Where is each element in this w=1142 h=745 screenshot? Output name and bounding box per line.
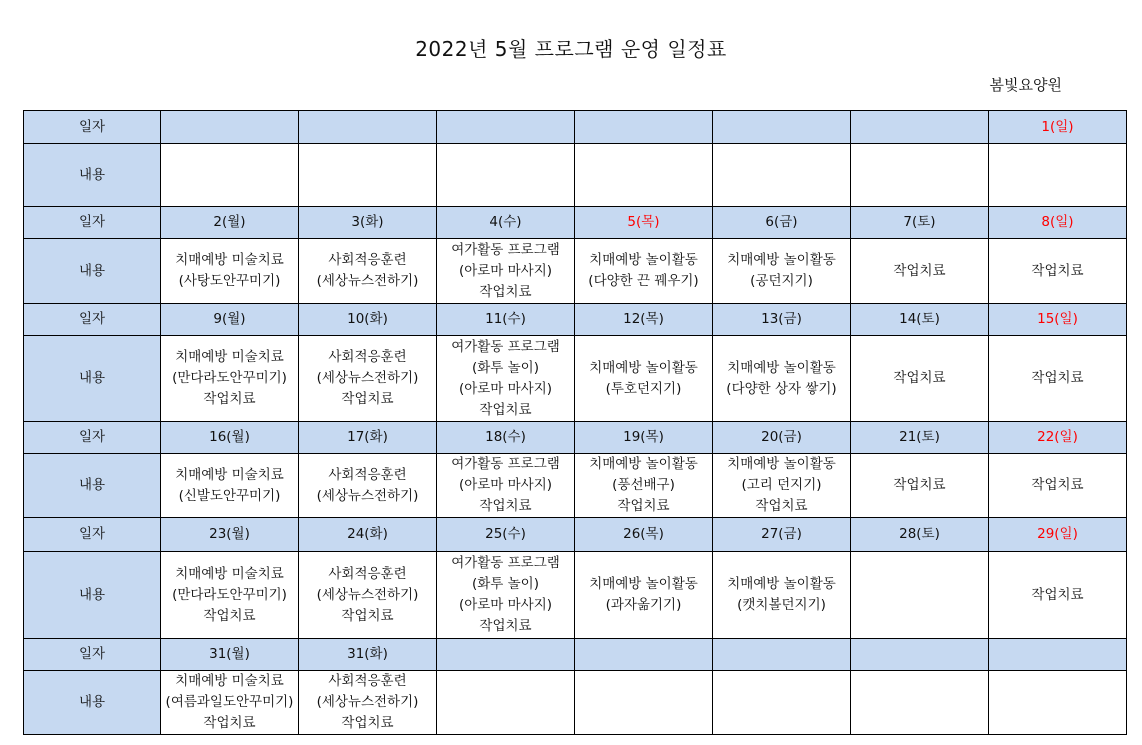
program-line: 작업치료 <box>1031 477 1084 493</box>
program-line: (사탕도안꾸미기) <box>178 273 281 289</box>
program-line: 작업치료 <box>341 607 394 624</box>
program-line: 치매예방 놀이활동 <box>589 456 698 472</box>
page-title: 2022년 5월 프로그램 운영 일정표 <box>415 37 727 61</box>
content-row <box>24 671 1127 735</box>
date-cell <box>437 111 575 144</box>
program-cell <box>437 336 575 422</box>
program-line: (다양한 끈 꿰우기) <box>588 273 699 289</box>
date-label-cell: 일자 <box>24 207 161 239</box>
program-line: (세상뉴스전하기) <box>316 370 419 386</box>
date-cell: 24(화) <box>299 518 437 552</box>
program-line: 작업치료 <box>617 498 670 514</box>
program-line: 사회적응훈련 <box>328 466 407 483</box>
program-line: (세상뉴스전하기) <box>316 694 419 710</box>
program-line: (아로마 마사지) <box>458 262 553 279</box>
schedule-table <box>23 110 1127 735</box>
program-line: 작업치료 <box>893 370 946 386</box>
program-line: 치매예방 미술치료 <box>175 349 284 365</box>
date-cell <box>575 639 713 671</box>
program-line: 작업치료 <box>479 498 532 514</box>
date-cell <box>989 639 1127 671</box>
program-line: 작업치료 <box>893 262 946 279</box>
date-cell: 22(일) <box>989 422 1127 454</box>
program-line: 사회적응훈련 <box>328 349 407 365</box>
program-line: 치매예방 놀이활동 <box>727 359 836 376</box>
program-cell <box>161 671 299 735</box>
date-cell: 6(금) <box>713 207 851 239</box>
program-line: 작업치료 <box>203 715 256 731</box>
program-line: 치매예방 놀이활동 <box>727 576 836 592</box>
program-line: (세상뉴스전하기) <box>316 586 419 603</box>
date-cell: 12(목) <box>575 304 713 336</box>
program-cell <box>851 671 989 735</box>
program-cell <box>575 239 713 304</box>
date-cell: 27(금) <box>713 518 851 552</box>
program-line: 치매예방 놀이활동 <box>727 456 836 472</box>
program-cell <box>299 239 437 304</box>
program-cell <box>713 144 851 207</box>
program-line: (세상뉴스전하기) <box>316 487 419 504</box>
date-cell: 17(화) <box>299 422 437 454</box>
program-line: 작업치료 <box>203 391 256 407</box>
program-line: 작업치료 <box>1031 370 1084 386</box>
program-line: 여가활동 프로그램 <box>451 456 560 472</box>
program-cell <box>713 454 851 518</box>
program-line: (여름과일도안꾸미기) <box>165 694 294 710</box>
date-cell: 31(월) <box>161 639 299 671</box>
program-cell <box>851 454 989 518</box>
program-line: (투호던지기) <box>605 380 682 397</box>
date-cell <box>851 639 989 671</box>
program-cell <box>575 671 713 735</box>
program-cell <box>437 454 575 518</box>
program-line: 치매예방 미술치료 <box>175 673 284 689</box>
content-row <box>24 336 1127 422</box>
program-line: 치매예방 놀이활동 <box>589 576 698 592</box>
date-cell: 13(금) <box>713 304 851 336</box>
program-line: 작업치료 <box>341 715 394 731</box>
date-cell: 3(화) <box>299 207 437 239</box>
program-cell <box>299 552 437 639</box>
program-cell <box>299 336 437 422</box>
program-line: (신발도안꾸미기) <box>178 487 281 504</box>
program-cell <box>299 144 437 207</box>
program-line: 사회적응훈련 <box>328 673 407 689</box>
date-row <box>24 111 1127 144</box>
program-cell <box>989 552 1127 639</box>
program-line: 여가활동 프로그램 <box>451 338 560 355</box>
content-row <box>24 552 1127 639</box>
program-cell <box>575 454 713 518</box>
date-label-cell: 일자 <box>24 304 161 336</box>
program-cell <box>437 239 575 304</box>
program-line: (아로마 마사지) <box>458 597 553 613</box>
date-cell: 16(월) <box>161 422 299 454</box>
program-line: 작업치료 <box>479 283 532 300</box>
program-line: 작업치료 <box>755 498 808 514</box>
content-label-cell: 내용 <box>24 552 161 639</box>
date-cell: 23(월) <box>161 518 299 552</box>
content-label-cell: 내용 <box>24 671 161 735</box>
content-row <box>24 144 1127 207</box>
date-cell <box>299 111 437 144</box>
program-cell <box>299 671 437 735</box>
date-label-cell: 일자 <box>24 422 161 454</box>
program-cell <box>713 552 851 639</box>
date-label-cell: 일자 <box>24 639 161 671</box>
program-cell <box>851 144 989 207</box>
program-cell <box>989 671 1127 735</box>
program-line: 치매예방 미술치료 <box>175 466 284 483</box>
program-line: (화투 놀이) <box>472 576 539 592</box>
program-cell <box>161 336 299 422</box>
organization-name: 봄빛요양원 <box>989 76 1062 94</box>
date-label-cell: 일자 <box>24 111 161 144</box>
date-cell <box>437 639 575 671</box>
date-cell <box>713 111 851 144</box>
program-line: (아로마 마사지) <box>458 380 553 397</box>
program-cell <box>161 239 299 304</box>
program-line: 작업치료 <box>203 607 256 624</box>
date-cell: 29(일) <box>989 518 1127 552</box>
program-cell <box>989 239 1127 304</box>
program-line: 사회적응훈련 <box>328 252 407 268</box>
date-cell: 18(수) <box>437 422 575 454</box>
date-row <box>24 422 1127 454</box>
date-cell: 21(토) <box>851 422 989 454</box>
date-cell <box>575 111 713 144</box>
program-line: 치매예방 놀이활동 <box>589 252 698 268</box>
program-cell <box>713 671 851 735</box>
program-cell <box>989 454 1127 518</box>
program-line: (고리 던지기) <box>741 477 822 493</box>
program-cell <box>989 144 1127 207</box>
program-line: (과자옮기기) <box>605 597 682 613</box>
date-row <box>24 639 1127 671</box>
content-row <box>24 454 1127 518</box>
program-line: (캣치볼던지기) <box>737 597 826 613</box>
program-line: 여가활동 프로그램 <box>451 241 560 258</box>
program-line: (만다라도안꾸미기) <box>172 586 287 603</box>
date-cell <box>851 111 989 144</box>
program-cell <box>851 552 989 639</box>
program-line: 작업치료 <box>893 477 946 493</box>
date-cell: 8(일) <box>989 207 1127 239</box>
program-cell <box>989 336 1127 422</box>
date-row <box>24 207 1127 239</box>
date-cell: 4(수) <box>437 207 575 239</box>
program-line: 작업치료 <box>1031 262 1084 279</box>
date-cell: 25(수) <box>437 518 575 552</box>
date-cell: 31(화) <box>299 639 437 671</box>
date-cell <box>161 111 299 144</box>
date-cell: 1(일) <box>989 111 1127 144</box>
program-cell <box>851 239 989 304</box>
content-label-cell: 내용 <box>24 144 161 207</box>
program-cell <box>437 144 575 207</box>
program-cell <box>437 552 575 639</box>
program-line: 작업치료 <box>341 391 394 407</box>
program-cell <box>713 239 851 304</box>
date-cell: 15(일) <box>989 304 1127 336</box>
content-row <box>24 239 1127 304</box>
program-cell <box>299 454 437 518</box>
program-cell <box>713 336 851 422</box>
program-line: (풍선배구) <box>612 477 675 493</box>
program-cell <box>575 336 713 422</box>
date-label-cell: 일자 <box>24 518 161 552</box>
date-cell: 5(목) <box>575 207 713 239</box>
date-row <box>24 304 1127 336</box>
program-cell <box>161 144 299 207</box>
program-line: 사회적응훈련 <box>328 565 407 582</box>
program-cell <box>437 671 575 735</box>
date-cell: 19(목) <box>575 422 713 454</box>
date-cell: 9(월) <box>161 304 299 336</box>
date-cell: 7(토) <box>851 207 989 239</box>
program-line: (아로마 마사지) <box>458 477 553 493</box>
date-cell: 26(목) <box>575 518 713 552</box>
program-line: 작업치료 <box>479 618 532 634</box>
program-cell <box>161 552 299 639</box>
content-label-cell: 내용 <box>24 239 161 304</box>
program-line: 치매예방 미술치료 <box>175 565 284 582</box>
content-label-cell: 내용 <box>24 336 161 422</box>
date-cell: 2(월) <box>161 207 299 239</box>
program-cell <box>161 454 299 518</box>
program-line: 작업치료 <box>1031 586 1084 603</box>
date-cell: 14(토) <box>851 304 989 336</box>
date-cell <box>713 639 851 671</box>
program-cell <box>575 144 713 207</box>
date-row <box>24 518 1127 552</box>
date-cell: 11(수) <box>437 304 575 336</box>
program-line: (만다라도안꾸미기) <box>172 370 287 386</box>
program-line: (세상뉴스전하기) <box>316 273 419 289</box>
program-line: 치매예방 놀이활동 <box>589 359 698 376</box>
program-line: (화투 놀이) <box>472 359 539 376</box>
date-cell: 10(화) <box>299 304 437 336</box>
program-cell <box>851 336 989 422</box>
program-line: 치매예방 미술치료 <box>175 252 284 268</box>
date-cell: 20(금) <box>713 422 851 454</box>
program-line: 작업치료 <box>479 401 532 418</box>
program-line: (공던지기) <box>750 273 813 289</box>
program-line: (다양한 상자 쌓기) <box>726 380 837 397</box>
program-cell <box>575 552 713 639</box>
date-cell: 28(토) <box>851 518 989 552</box>
program-line: 치매예방 놀이활동 <box>727 252 836 268</box>
content-label-cell: 내용 <box>24 454 161 518</box>
program-line: 여가활동 프로그램 <box>451 555 560 571</box>
